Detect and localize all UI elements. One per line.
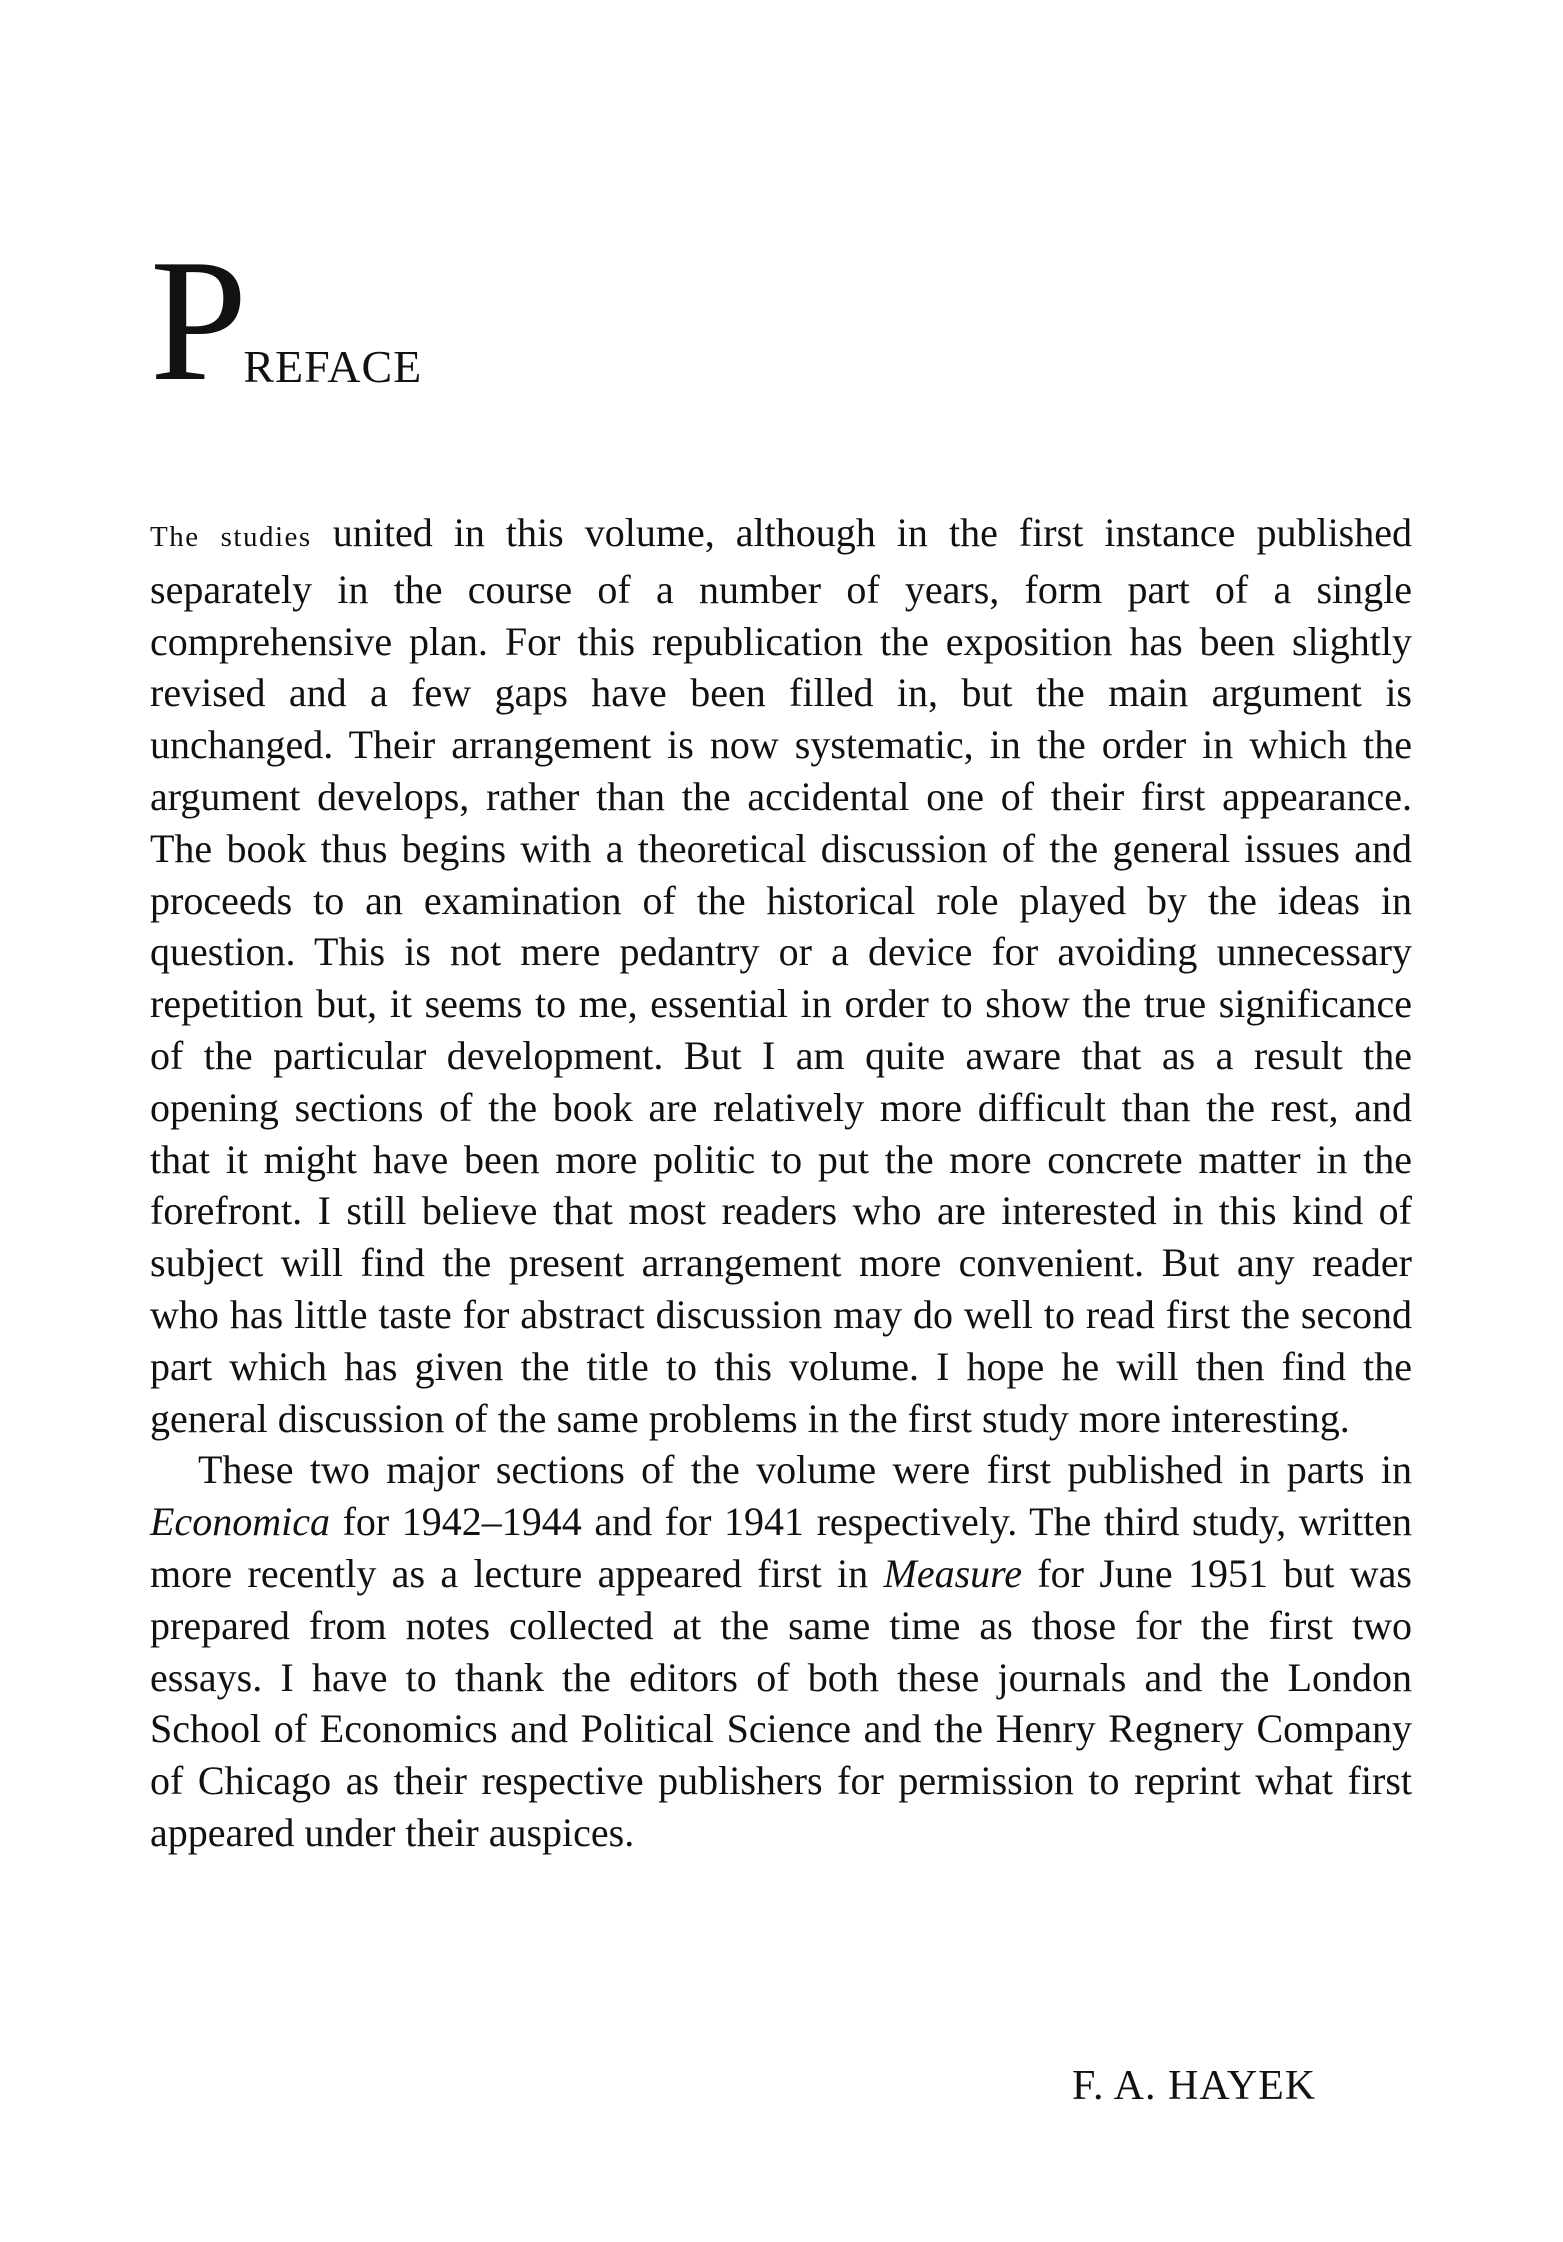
lead-word-1: The: [150, 521, 200, 553]
paragraph-2: [150, 1444, 1412, 1858]
paragraph-1: [150, 507, 1412, 1444]
preface-body: [150, 507, 1412, 1859]
journal-title-economica: Economica: [150, 1499, 330, 1545]
paragraph-2-part-1: These two major sections of the volume were first published in parts in: [198, 1447, 1412, 1493]
paragraph-2-part-3: for June 1951 but was prepared from notes collected at the same time as those for the first two essays. I have to thank the editors of both these journals and the London School of Economics and Political Science and the Henry Regnery Company of Chicago as their respective publishers for permission to reprint what first appeared under their auspices.: [150, 1550, 1412, 1855]
title-initial: P: [150, 223, 248, 417]
journal-title-measure: Measure: [883, 1550, 1022, 1596]
paragraph-2-part-2: for 1942–1944 and for 1941 respectively. The third study, written more recently as a lecture appeared first in: [150, 1499, 1413, 1596]
paragraph-1-text: united in this volume, although in the first instance published separately in the course of a number of years, form part of a single comprehensive plan. For this republication the exposition has been slightly revised and a few gaps have been filled in, but the main argument is unchanged. Their arrangement is now systematic, in the order in which the argument develops, rather than the accidental one of their first appearance. The book thus begins with a theoretical discussion of the general issues and proceeds to an examination of the historical role played by the ideas in question. This is not mere pedantry or a device for avoiding unnecessary repetition but, it seems to me, essential in order to show the true significance of the particular development. But I am quite aware that as a result the opening sections of the book are relatively more difficult than the rest, and that it might have been more politic to put the more concrete matter in the forefront. I still believe that most readers who are interested in this kind of subject will find the present arrangement more convenient. But any reader who has little taste for abstract discussion may do well to read first the second part which has given the title to this volume. I hope he will then find the general discussion of the same problems in the first study more interesting.: [150, 510, 1412, 1441]
lead-word-2: studies: [220, 521, 312, 553]
title-rest: REFACE: [243, 341, 423, 392]
author-signature: F. A. HAYEK: [1072, 2063, 1317, 2109]
page-title: [150, 223, 423, 417]
